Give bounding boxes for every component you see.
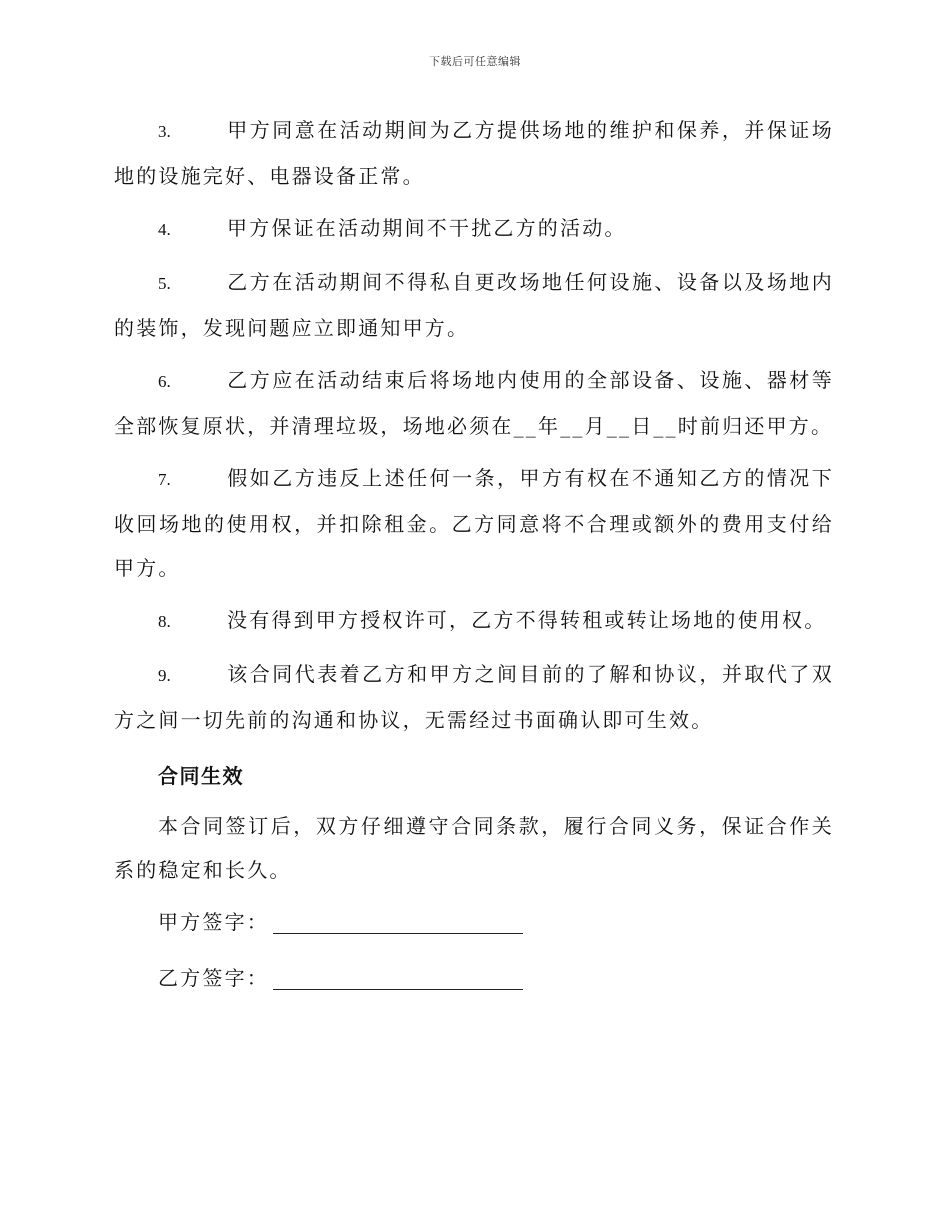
clause-4 [114, 206, 834, 252]
clause-number: 5. [158, 274, 171, 293]
clause-text: 没有得到甲方授权许可，乙方不得转租或转让场地的使用权。 [227, 608, 827, 632]
clause-9 [114, 652, 834, 742]
signature-label: 乙方签字： [158, 966, 269, 990]
clause-number: 6. [158, 372, 171, 391]
document-body [114, 108, 834, 1012]
clause-8 [114, 598, 834, 644]
clause-6 [114, 358, 834, 448]
clause-text: 甲方保证在活动期间不干扰乙方的活动。 [227, 216, 627, 240]
clause-text: 乙方应在活动结束后将场地内使用的全部设备、设施、器材等全部恢复原状，并清理垃圾，场地必须在__年__月__日__时前归还甲方。 [114, 368, 834, 438]
signature-party-a [114, 900, 834, 944]
clause-text: 乙方在活动期间不得私自更改场地任何设施、设备以及场地内的装饰，发现问题应立即通知甲方。 [114, 270, 834, 340]
clause-5 [114, 260, 834, 350]
clause-number: 4. [158, 220, 171, 239]
clause-number: 8. [158, 612, 171, 631]
page-header: 下载后可任意编辑 [429, 55, 521, 68]
clause-number: 9. [158, 666, 171, 685]
signature-line [273, 967, 523, 990]
signature-party-b [114, 956, 834, 1000]
clause-7 [114, 456, 834, 590]
section-heading: 合同生效 [158, 764, 244, 788]
clause-text: 假如乙方违反上述任何一条，甲方有权在不通知乙方的情况下收回场地的使用权，并扣除租金。乙方同意将不合理或额外的费用支付给甲方。 [114, 466, 834, 580]
clause-text: 甲方同意在活动期间为乙方提供场地的维护和保养，并保证场地的设施完好、电器设备正常。 [114, 118, 834, 188]
clause-3 [114, 108, 834, 198]
clause-number: 3. [158, 122, 171, 141]
signature-line [273, 911, 523, 934]
clause-number: 7. [158, 470, 171, 489]
clause-text: 该合同代表着乙方和甲方之间目前的了解和协议，并取代了双方之间一切先前的沟通和协议，无需经过书面确认即可生效。 [114, 662, 834, 732]
section-paragraph: 本合同签订后，双方仔细遵守合同条款，履行合同义务，保证合作关系的稳定和长久。 [114, 814, 834, 882]
signature-label: 甲方签字： [158, 910, 269, 934]
